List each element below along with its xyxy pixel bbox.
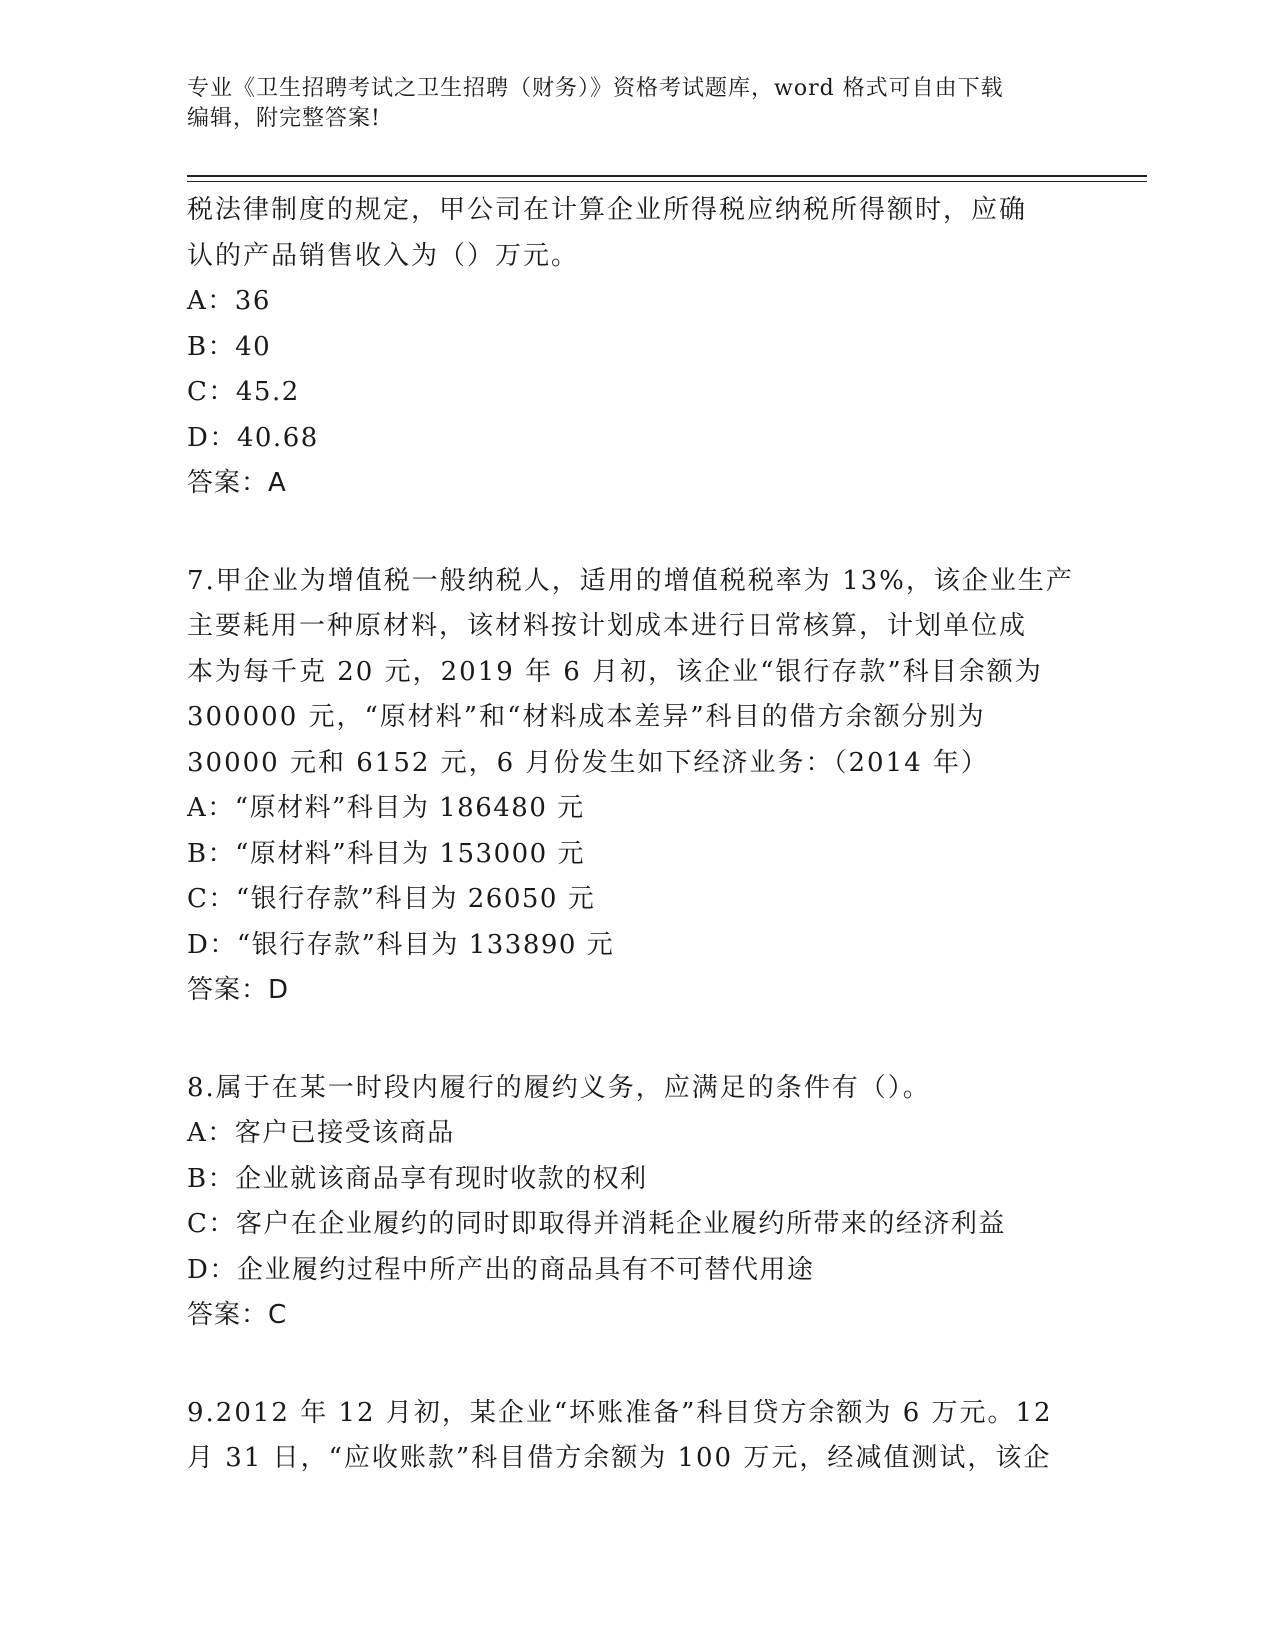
question-7	[187, 559, 1074, 1014]
header-line-2: 编辑，附完整答案!	[187, 106, 381, 131]
option-d: D：“银行存款”科目为 133890 元	[187, 929, 615, 960]
header-rule-thin	[187, 181, 1147, 182]
question-stem-line: 300000 元，“原材料”和“材料成本差异”科目的借方余额分别为	[187, 702, 986, 732]
question-stem-line: 7.甲企业为增值税一般纳税人，适用的增值税税率为 13%，该企业生产	[187, 565, 1074, 596]
answer-line: 答案：C	[187, 1300, 288, 1330]
question-9	[187, 1391, 1067, 1482]
question-stem-line: 税法律制度的规定，甲公司在计算企业所得税应纳税所得额时，应确	[187, 195, 1028, 225]
question-stem-line: 8.属于在某一时段内履行的履约义务，应满足的条件有（）。	[187, 1072, 931, 1103]
option-b: B：40	[187, 331, 272, 362]
question-stem-line: 9.2012 年 12 月初，某企业“坏账准备”科目贷方余额为 6 万元。12	[187, 1397, 1053, 1428]
option-c: C：客户在企业履约的同时即取得并消耗企业履约所带来的经济利益	[187, 1209, 1006, 1239]
option-c: C：“银行存款”科目为 26050 元	[187, 884, 596, 914]
answer-line: 答案：A	[187, 468, 287, 498]
option-c: C：45.2	[187, 377, 300, 407]
option-d: D：企业履约过程中所产出的商品具有不可替代用途	[187, 1254, 815, 1285]
option-a: A：36	[187, 286, 271, 316]
document-body	[187, 188, 1074, 1482]
question-stem-line: 月 31 日，“应收账款”科目借方余额为 100 万元，经减值测试，该企	[187, 1443, 1052, 1473]
question-stem-line: 30000 元和 6152 元，6 月份发生如下经济业务：（2014 年）	[187, 747, 989, 778]
option-d: D：40.68	[187, 422, 319, 453]
question-stem-line: 主要耗用一种原材料，该材料按计划成本进行日常核算，计划单位成	[187, 611, 1028, 641]
question-6	[187, 188, 1067, 507]
header-line-1: 专业《卫生招聘考试之卫生招聘（财务）》资格考试题库，word 格式可自由下载	[187, 76, 1004, 101]
option-b: B：“原材料”科目为 153000 元	[187, 838, 585, 869]
question-8	[187, 1066, 1067, 1339]
option-b: B：企业就该商品享有现时收款的权利	[187, 1163, 648, 1194]
option-a: A：客户已接受该商品	[187, 1118, 455, 1148]
question-stem-line: 本为每千克 20 元，2019 年 6 月初，该企业“银行存款”科目余额为	[187, 656, 1043, 687]
document-header	[187, 74, 1087, 134]
question-stem-line: 认的产品销售收入为（）万元。	[187, 240, 580, 271]
option-a: A：“原材料”科目为 186480 元	[187, 793, 585, 823]
answer-line: 答案：D	[187, 975, 290, 1005]
header-rule-thick	[187, 175, 1147, 177]
